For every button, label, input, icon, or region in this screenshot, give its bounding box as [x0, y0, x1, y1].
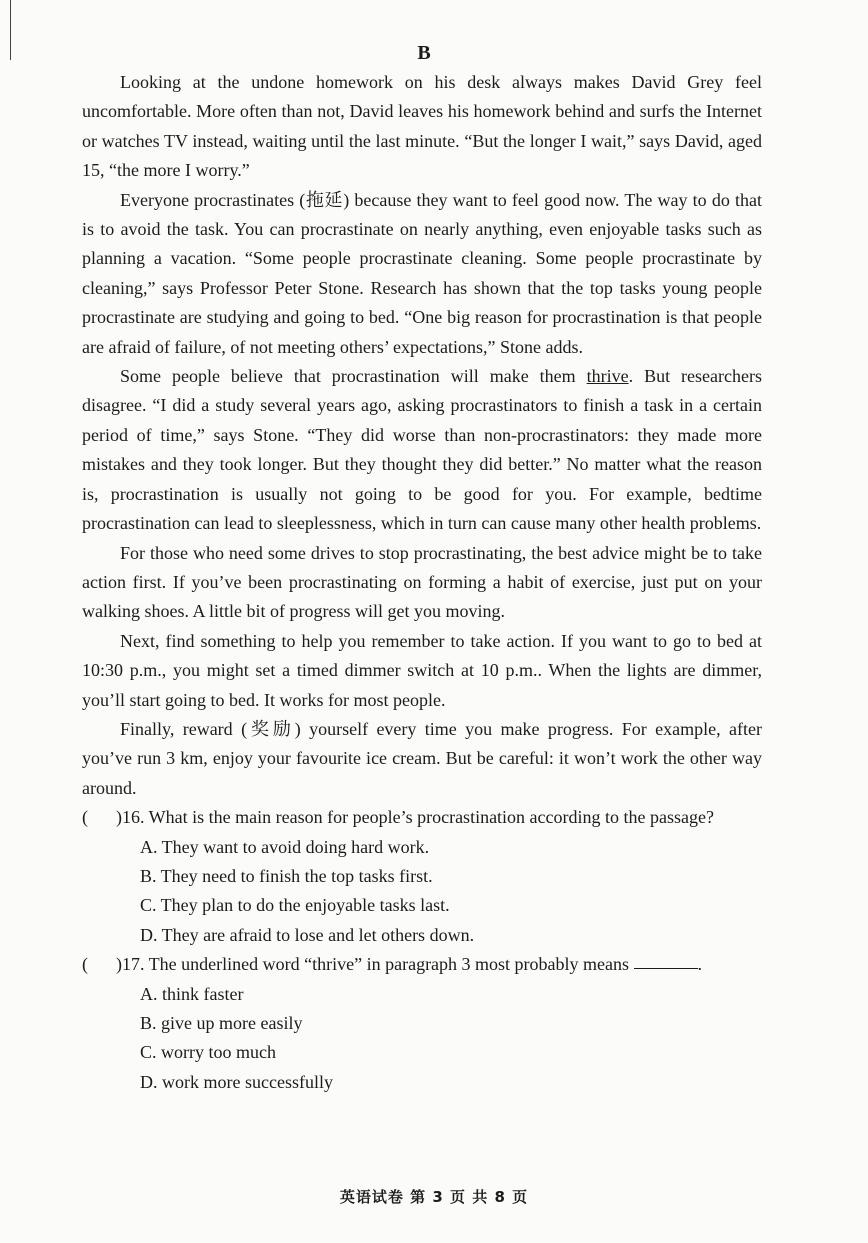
question-17 [82, 950, 762, 979]
answer-paren-open: ( [82, 807, 88, 828]
paragraph-3-start: Some people believe that procrastination will make them [120, 366, 587, 387]
question-16-stem: 16. What is the main reason for people’s procrastination according to the passage? [122, 807, 714, 828]
question-17-stem: 17. The underlined word “thrive” in paragraph 3 most probably means [122, 954, 630, 975]
section-title: B [417, 42, 431, 64]
q16-option-c: C. They plan to do the enjoyable tasks last. [140, 895, 450, 916]
question-17-stem-end: . [697, 954, 703, 975]
paragraph-2: Everyone procrastinates (拖延) because they want to feel good now. The way to do that is to avoid the task. You can procrastinate on nearly anything, even enjoyable tasks such as planning a vacation. “Some people procrastinate cleaning. Some people procrastinate by cleaning,” says Professor Peter Stone. Research has shown that the top tasks young people procrastinate are studying and going to bed. “One big reason for procrastination is that people are afraid of failure, of not meeting others’ expectations,” Stone adds. [82, 189, 762, 357]
q17-option-d: D. work more successfully [140, 1071, 333, 1092]
answer-paren-close: ) [116, 807, 122, 828]
page-footer: 英语试卷 第 3 页 共 8 页 [339, 1188, 529, 1206]
q16-option-a: A. They want to avoid doing hard work. [140, 836, 430, 857]
exam-page [82, 38, 762, 1097]
answer-paren-close: ) [116, 954, 122, 975]
q17-option-c: C. worry too much [140, 1042, 276, 1063]
paragraph-3 [82, 362, 762, 538]
paragraph-5: Next, find something to help you remember to take action. If you want to go to bed at 10:30 p.m., you might set a timed dimmer switch at 10 p.m.. When the lights are dimmer, you’ll start going to bed. It works for most people. [82, 630, 762, 710]
paragraph-1: Looking at the undone homework on his desk always makes David Grey feel uncomfortable. More often than not, David leaves his homework behind and surfs the Internet or watches TV instead, waiting until the last minute. “But the longer I wait,” says David, aged 15, “the more I worry.” [82, 72, 762, 181]
underlined-word-thrive: thrive [586, 366, 629, 387]
q17-option-b: B. give up more easily [140, 1013, 303, 1033]
question-16 [82, 803, 762, 832]
q17-option-a: A. think faster [140, 983, 244, 1004]
paragraph-4: For those who need some drives to stop procrastinating, the best advice might be to take action first. If you’ve been procrastinating on forming a habit of exercise, just put on your walking shoes. A little bit of progress will get you moving. [82, 542, 762, 622]
q16-option-b: B. They need to finish the top tasks first. [140, 865, 433, 886]
paragraph-6: Finally, reward (奖励) yourself every time you make progress. For example, after you’ve run 3 km, enjoy your favourite ice cream. But be careful: it won’t work the other way around. [82, 718, 762, 798]
q16-option-d: D. They are afraid to lose and let others down. [140, 924, 475, 945]
paragraph-3-rest: . But researchers disagree. “I did a study several years ago, asking procrastinators to finish a task in a certain period of time,” says Stone. “They did worse than non-procrastinators: they made more mistakes and they took longer. But they thought they did better.” No matter what the reason is, procrastination is usually not going to be good for you. For example, bedtime procrastination can lead to sleeplessness, which in turn can cause many other health problems. [82, 366, 762, 534]
answer-blank [634, 950, 698, 969]
answer-paren-open: ( [82, 954, 88, 975]
margin-line [10, 0, 11, 60]
